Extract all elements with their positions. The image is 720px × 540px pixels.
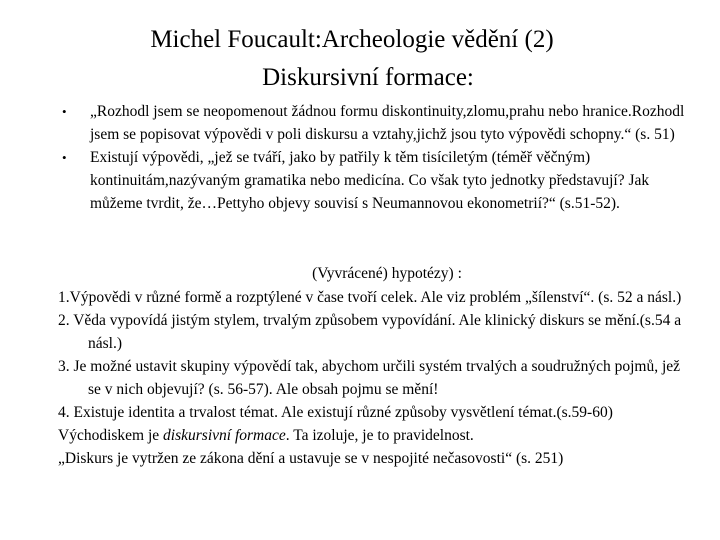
conclusion-term: diskursivní formace xyxy=(163,427,286,444)
conclusion-suffix: . Ta izoluje, je to pravidelnost. xyxy=(285,427,474,444)
hypothesis-item: 4. Existuje identita a trvalost témat. Ale existují různé způsoby vysvětlení témat.(s.59-60) xyxy=(58,404,613,421)
slide-title: Michel Foucault:Archeologie vědění (2) xyxy=(150,26,554,53)
hypothesis-item: 3. Je možné ustavit skupiny výpovědí tak, abychom určili systém trvalých a soudružných pojmů, jež se v nich objevují? (s. 56-57). Ale obsah pojmu se mění! xyxy=(58,358,681,398)
conclusion-prefix: Východiskem je xyxy=(58,427,164,444)
hypothesis-item: 2. Věda vypovídá jistým stylem, trvalým způsobem vypovídání. Ale klinický diskurs se mění.(s.54 a násl.) xyxy=(58,312,682,352)
bullet-icon: • xyxy=(62,150,67,165)
bullet-item xyxy=(62,146,686,215)
slide-subtitle: Diskursivní formace: xyxy=(262,64,474,91)
bullet-list xyxy=(62,100,686,215)
bullet-text: Existují výpovědi, „jež se tváří, jako by patřily k těm tisíciletým (téměř věčným) kontinuitám,nazývaným gramatika nebo medicína. Co však tyto jednotky představují? Jak můžeme tvrdit, že…Pettyho objevy souvisí s Neumannovou ekonometrií?“ (s.51-52). xyxy=(90,149,650,212)
hypothesis-item: 1.Výpovědi v různé formě a rozptýlené v čase tvoří celek. Ale viz problém „šílenství“. (s. 52 a násl.) xyxy=(58,289,682,306)
bullet-icon: • xyxy=(62,104,67,119)
hypotheses-list xyxy=(58,286,684,470)
hypotheses-heading: (Vyvrácené) hypotézy) : xyxy=(312,265,462,282)
bullet-text: „Rozhodl jsem se neopomenout žádnou formu diskontinuity,zlomu,prahu nebo hranice.Rozhodl jsem se popisovat výpovědi v poli diskursu a vztahy,jichž jsou tyto výpovědi schopny.“ (s. 51) xyxy=(90,103,685,143)
closing-quote: „Diskurs je vytržen ze zákona dění a ustavuje se v nespojité nečasovosti“ (s. 251) xyxy=(58,450,564,467)
conclusion-line xyxy=(58,424,684,447)
bullet-item xyxy=(62,100,686,146)
